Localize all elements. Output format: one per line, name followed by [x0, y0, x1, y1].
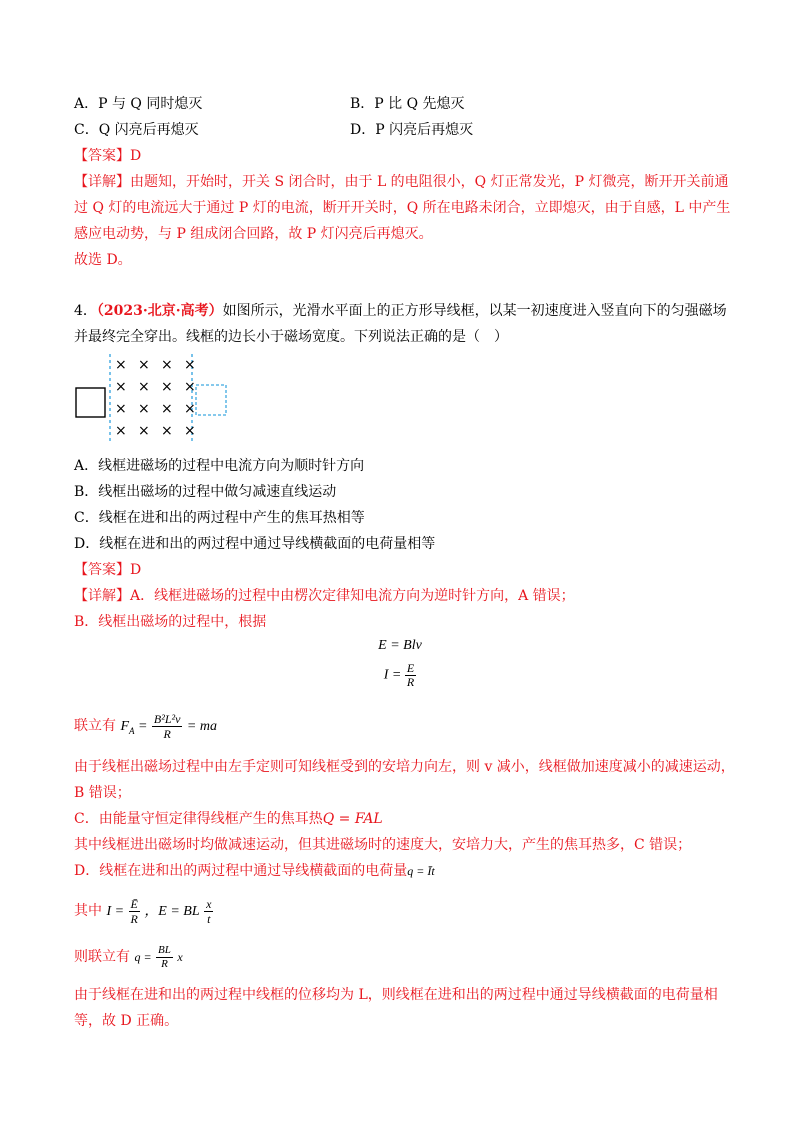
equation-emf: E = Blv	[378, 638, 422, 653]
b-text-2: B 错误；	[74, 785, 131, 801]
d-text-1: D．线框在进和出的两过程中通过导线横截面的电荷量	[74, 863, 408, 879]
field-crosses	[115, 357, 196, 439]
joint-den: R	[163, 726, 171, 741]
then-lhs: q =	[134, 950, 152, 964]
joint-lhs-wrap: $F_A$ =	[120, 719, 148, 736]
where-i: I =	[106, 904, 125, 919]
eq2-den: R	[406, 675, 415, 689]
q4-number: 4．	[74, 303, 97, 319]
q3-option-d: D．P 闪亮后再熄灭	[350, 122, 474, 138]
q3-option-c: C．Q 闪亮后再熄灭	[74, 122, 199, 138]
q3-detail-line-3: 感应电动势，与 P 组成闭合回路，故 P 灯闪亮后再熄灭。	[74, 226, 433, 242]
field-cross: ×	[115, 357, 127, 373]
joint-equation-line	[74, 710, 217, 742]
where-e-num: x	[206, 896, 212, 911]
field-cross: ×	[115, 379, 127, 395]
then-den: R	[161, 957, 168, 970]
q4-stem-line-2: 并最终完全穿出。线框的边长小于磁场宽度。下列说法正确的是（ ）	[74, 329, 508, 345]
joint-rhs: = ma	[186, 719, 217, 734]
q4-stem-line-1	[74, 300, 727, 322]
d-eq: q = Īt	[407, 864, 435, 878]
field-cross: ×	[115, 401, 127, 417]
field-cross: ×	[138, 401, 150, 417]
wire-frame-square	[76, 388, 105, 417]
then-label: 则联立有	[74, 949, 130, 965]
q4-option-c: C．线框在进和出的两过程中产生的焦耳热相等	[74, 510, 365, 526]
final-line-1: 由于线框在进和出的两过程中线框的位移均为 L，则线框在进和出的两过程中通过导线横截面的电荷量相	[74, 987, 718, 1003]
field-cross: ×	[138, 379, 150, 395]
then-rhs: x	[177, 950, 183, 964]
field-cross: ×	[184, 357, 196, 373]
where-line	[74, 894, 213, 928]
then-line	[74, 940, 183, 974]
field-cross: ×	[184, 379, 196, 395]
where-i-den: R	[130, 911, 138, 926]
q4-source: （2023·北京·高考）	[96, 303, 223, 319]
q3-option-a: A．P 与 Q 同时熄灭	[74, 96, 203, 112]
equation-current	[0, 662, 800, 689]
q4-detail-b: B．线框出磁场的过程中，根据	[74, 614, 267, 630]
joint-lhs: F	[120, 719, 130, 734]
field-cross: ×	[138, 423, 150, 439]
field-cross: ×	[184, 401, 196, 417]
field-cross: ×	[138, 357, 150, 373]
eq2-lhs: I =	[383, 667, 402, 683]
magnetic-field-figure	[70, 352, 240, 444]
field-cross: ×	[161, 423, 173, 439]
q4-option-d: D．线框在进和出的两过程中通过导线横截面的电荷量相等	[74, 536, 436, 552]
where-e-den: t	[207, 911, 211, 926]
where-i-num: Ē	[130, 896, 138, 911]
d-text-1-line	[74, 860, 435, 882]
q4-option-a: A．线框进磁场的过程中电流方向为顺时针方向	[74, 458, 365, 474]
q4-stem-text-1: 如图所示，光滑水平面上的正方形导线框，以某一初速度进入竖直向下的匀强磁场	[222, 303, 727, 319]
q4-detail-a: 【详解】A．线框进磁场的过程中由楞次定律知电流方向为逆时针方向，A 错误；	[74, 588, 575, 604]
field-cross: ×	[184, 423, 196, 439]
then-num: BL	[158, 943, 171, 956]
c-text-1-line	[74, 808, 383, 830]
final-line-2: 等，故 D 正确。	[74, 1013, 179, 1029]
q3-choose: 故选 D。	[74, 252, 132, 268]
field-cross: ×	[161, 401, 173, 417]
joint-label: 联立有	[74, 718, 116, 734]
b-text-1: 由于线框出磁场过程中由左手定则可知线框受到的安培力向左，则 v 减小，线框做加速度减小的减速运动，	[74, 759, 735, 775]
c-text-2: 其中线框进出磁场时均做减速运动，但其进磁场时的速度大，安培力大，产生的焦耳热多，C 错误；	[74, 837, 692, 853]
q3-option-b: B．P 比 Q 先熄灭	[350, 96, 465, 112]
dashed-frame-square	[196, 385, 226, 415]
field-cross: ×	[161, 357, 173, 373]
where-e: ，E = BL	[144, 904, 200, 919]
c-eq: Q = FAL	[322, 811, 383, 827]
q3-answer: 【答案】D	[74, 148, 142, 164]
q4-answer: 【答案】D	[74, 562, 142, 578]
eq2-num: E	[406, 661, 415, 675]
field-cross: ×	[115, 423, 127, 439]
q3-detail-line-2: 过 Q 灯的电流远大于通过 P 灯的电流，断开开关时，Q 所在电路未闭合，立即熄灭，由于自感，L 中产生	[74, 200, 731, 216]
field-cross: ×	[161, 379, 173, 395]
where-label: 其中	[74, 903, 102, 919]
q3-detail-line-1: 【详解】由题知，开始时，开关 S 闭合时，由于 L 的电阻很小，Q 灯正常发光，P 灯微亮，断开开关前通	[74, 174, 729, 190]
joint-sub: A	[129, 725, 135, 736]
c-text-1: C．由能量守恒定律得线框产生的焦耳热	[74, 811, 323, 827]
joint-num: B²L²v	[153, 711, 181, 726]
q4-option-b: B．线框出磁场的过程中做匀减速直线运动	[74, 484, 337, 500]
